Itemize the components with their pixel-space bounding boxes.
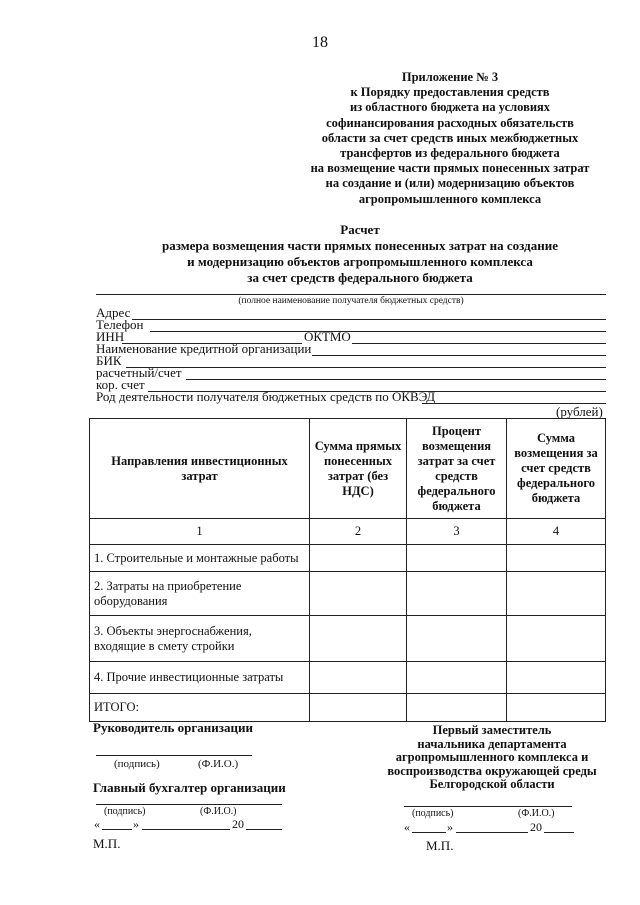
value-cell[interactable]	[407, 572, 507, 616]
row-label-cell: 1. Строительные и монтажные работы	[90, 545, 310, 572]
date-month-field[interactable]	[456, 832, 528, 833]
value-cell[interactable]	[507, 572, 606, 616]
row-label-cell: 2. Затраты на приобретение оборудования	[90, 572, 310, 616]
appendix-line: трансфертов из федерального бюджета	[340, 146, 560, 161]
recipient-caption: (полное наименование получателя бюджетных средств)	[238, 296, 464, 306]
value-cell[interactable]	[310, 545, 407, 572]
chief-accountant-label: Главный бухгалтер организации	[93, 780, 286, 795]
column-number-cell: 1	[90, 519, 310, 545]
value-cell[interactable]	[507, 694, 606, 722]
appendix-line: на возмещение части прямых понесенных затрат	[310, 161, 590, 176]
calculation-title	[120, 222, 600, 286]
date-year-prefix: 20	[530, 820, 542, 834]
recipient-name-line[interactable]	[96, 294, 606, 295]
value-cell[interactable]	[507, 662, 606, 694]
deputy-head-block	[380, 724, 604, 792]
table-row	[90, 662, 606, 694]
date-day-field[interactable]	[102, 829, 132, 830]
head-signature-line[interactable]	[96, 755, 252, 756]
date-close-quote: »	[133, 817, 139, 831]
inn-label: ИНН	[96, 329, 125, 344]
appendix-line: Приложение № 3	[401, 70, 499, 84]
value-cell[interactable]	[507, 616, 606, 662]
value-cell[interactable]	[407, 694, 507, 722]
header-cell: Направления инвестиционных затрат	[90, 419, 310, 519]
deputy-line: агропромышленного комплекса и	[395, 750, 589, 764]
deputy-signature-line[interactable]	[404, 806, 572, 807]
signature-caption: (подпись)	[114, 758, 160, 770]
deputy-line: Первый заместитель	[432, 723, 552, 737]
calculation-title-line: и модернизацию объектов агропромышленного комплекса	[187, 254, 533, 269]
row-label-cell: 4. Прочие инвестиционные затраты	[90, 662, 310, 694]
signature-caption: (подпись)	[104, 806, 146, 817]
name-caption: (Ф.И.О.)	[200, 806, 237, 817]
deputy-line: воспроизводства окружающей среды	[387, 763, 597, 778]
date-open-quote: «	[404, 820, 410, 834]
date-close-quote: »	[447, 820, 453, 834]
value-cell[interactable]	[310, 616, 407, 662]
bank-label: Наименование кредитной организации	[96, 341, 312, 356]
value-cell[interactable]	[407, 662, 507, 694]
phone-label: Телефон	[96, 317, 144, 332]
page-number: 18	[312, 34, 328, 51]
table-row	[90, 545, 606, 572]
calculation-heading: Расчет	[340, 222, 380, 237]
stamp-label: М.П.	[426, 838, 454, 853]
date-month-field[interactable]	[142, 829, 230, 830]
row-label-cell: 3. Объекты энергоснабжения, входящие в смету стройки	[90, 616, 310, 662]
total-row	[90, 694, 606, 722]
deputy-line: Белгородской области	[429, 777, 555, 791]
appendix-line: агропромышленного комплекса	[358, 191, 542, 206]
signature-caption: (подпись)	[412, 808, 454, 819]
address-label: Адрес	[96, 305, 131, 320]
value-cell[interactable]	[407, 545, 507, 572]
bank-field[interactable]	[312, 355, 606, 356]
table-header-row	[90, 419, 606, 519]
value-cell[interactable]	[310, 662, 407, 694]
value-cell[interactable]	[310, 572, 407, 616]
value-cell[interactable]	[407, 616, 507, 662]
appendix-line: к Порядку предоставления средств	[350, 85, 550, 100]
name-caption: (Ф.И.О.)	[518, 808, 555, 819]
head-of-organization-label: Руководитель организации	[93, 720, 253, 735]
date-year-field[interactable]	[246, 829, 282, 830]
currency-note: (рублей)	[556, 404, 603, 419]
calculation-title-line: за счет средств федерального бюджета	[247, 270, 473, 285]
bik-field[interactable]	[126, 367, 606, 368]
phone-field[interactable]	[150, 331, 606, 332]
table-row	[90, 616, 606, 662]
header-cell: Процент возмещения затрат за счет средств федерального бюджета	[407, 419, 507, 519]
calculation-title-line: размера возмещения части прямых понесенных затрат на создание	[162, 238, 558, 253]
name-caption: (Ф.И.О.)	[198, 758, 239, 770]
table-row	[90, 572, 606, 616]
stamp-label: М.П.	[93, 836, 121, 851]
value-cell[interactable]	[507, 545, 606, 572]
account-label: расчетный/счет	[96, 365, 182, 380]
appendix-header	[290, 70, 610, 207]
column-number-cell: 4	[507, 519, 606, 545]
accountant-signature-line[interactable]	[96, 804, 282, 805]
appendix-line: области за счет средств иных межбюджетных	[321, 130, 579, 145]
bik-label: БИК	[96, 353, 122, 368]
address-field[interactable]	[132, 319, 606, 320]
date-year-field[interactable]	[544, 832, 574, 833]
column-number-cell: 2	[310, 519, 407, 545]
date-year-prefix: 20	[232, 817, 244, 831]
header-cell: Сумма возмещения за счет средств федерального бюджета	[507, 419, 606, 519]
oktmo-field[interactable]	[352, 343, 606, 344]
calculation-table	[89, 418, 606, 722]
date-open-quote: «	[94, 817, 100, 831]
corr-account-label: кор. счет	[96, 377, 145, 392]
header-cell: Сумма прямых понесенных затрат (без НДС)	[310, 419, 407, 519]
column-number-cell: 3	[407, 519, 507, 545]
value-cell[interactable]	[310, 694, 407, 722]
deputy-line: начальника департамента	[417, 736, 567, 751]
date-day-field[interactable]	[412, 832, 446, 833]
okved-label: Род деятельности получателя бюджетных средств по ОКВЭД	[96, 389, 436, 404]
total-label-cell: ИТОГО:	[90, 694, 310, 722]
oktmo-label: ОКТМО	[304, 329, 351, 344]
column-number-row	[90, 519, 606, 545]
account-field[interactable]	[186, 379, 606, 380]
appendix-line: из областного бюджета на условиях	[349, 100, 551, 115]
appendix-line: на создание и (или) модернизацию объектов	[325, 176, 575, 191]
appendix-line: софинансирования расходных обязательств	[326, 115, 574, 130]
